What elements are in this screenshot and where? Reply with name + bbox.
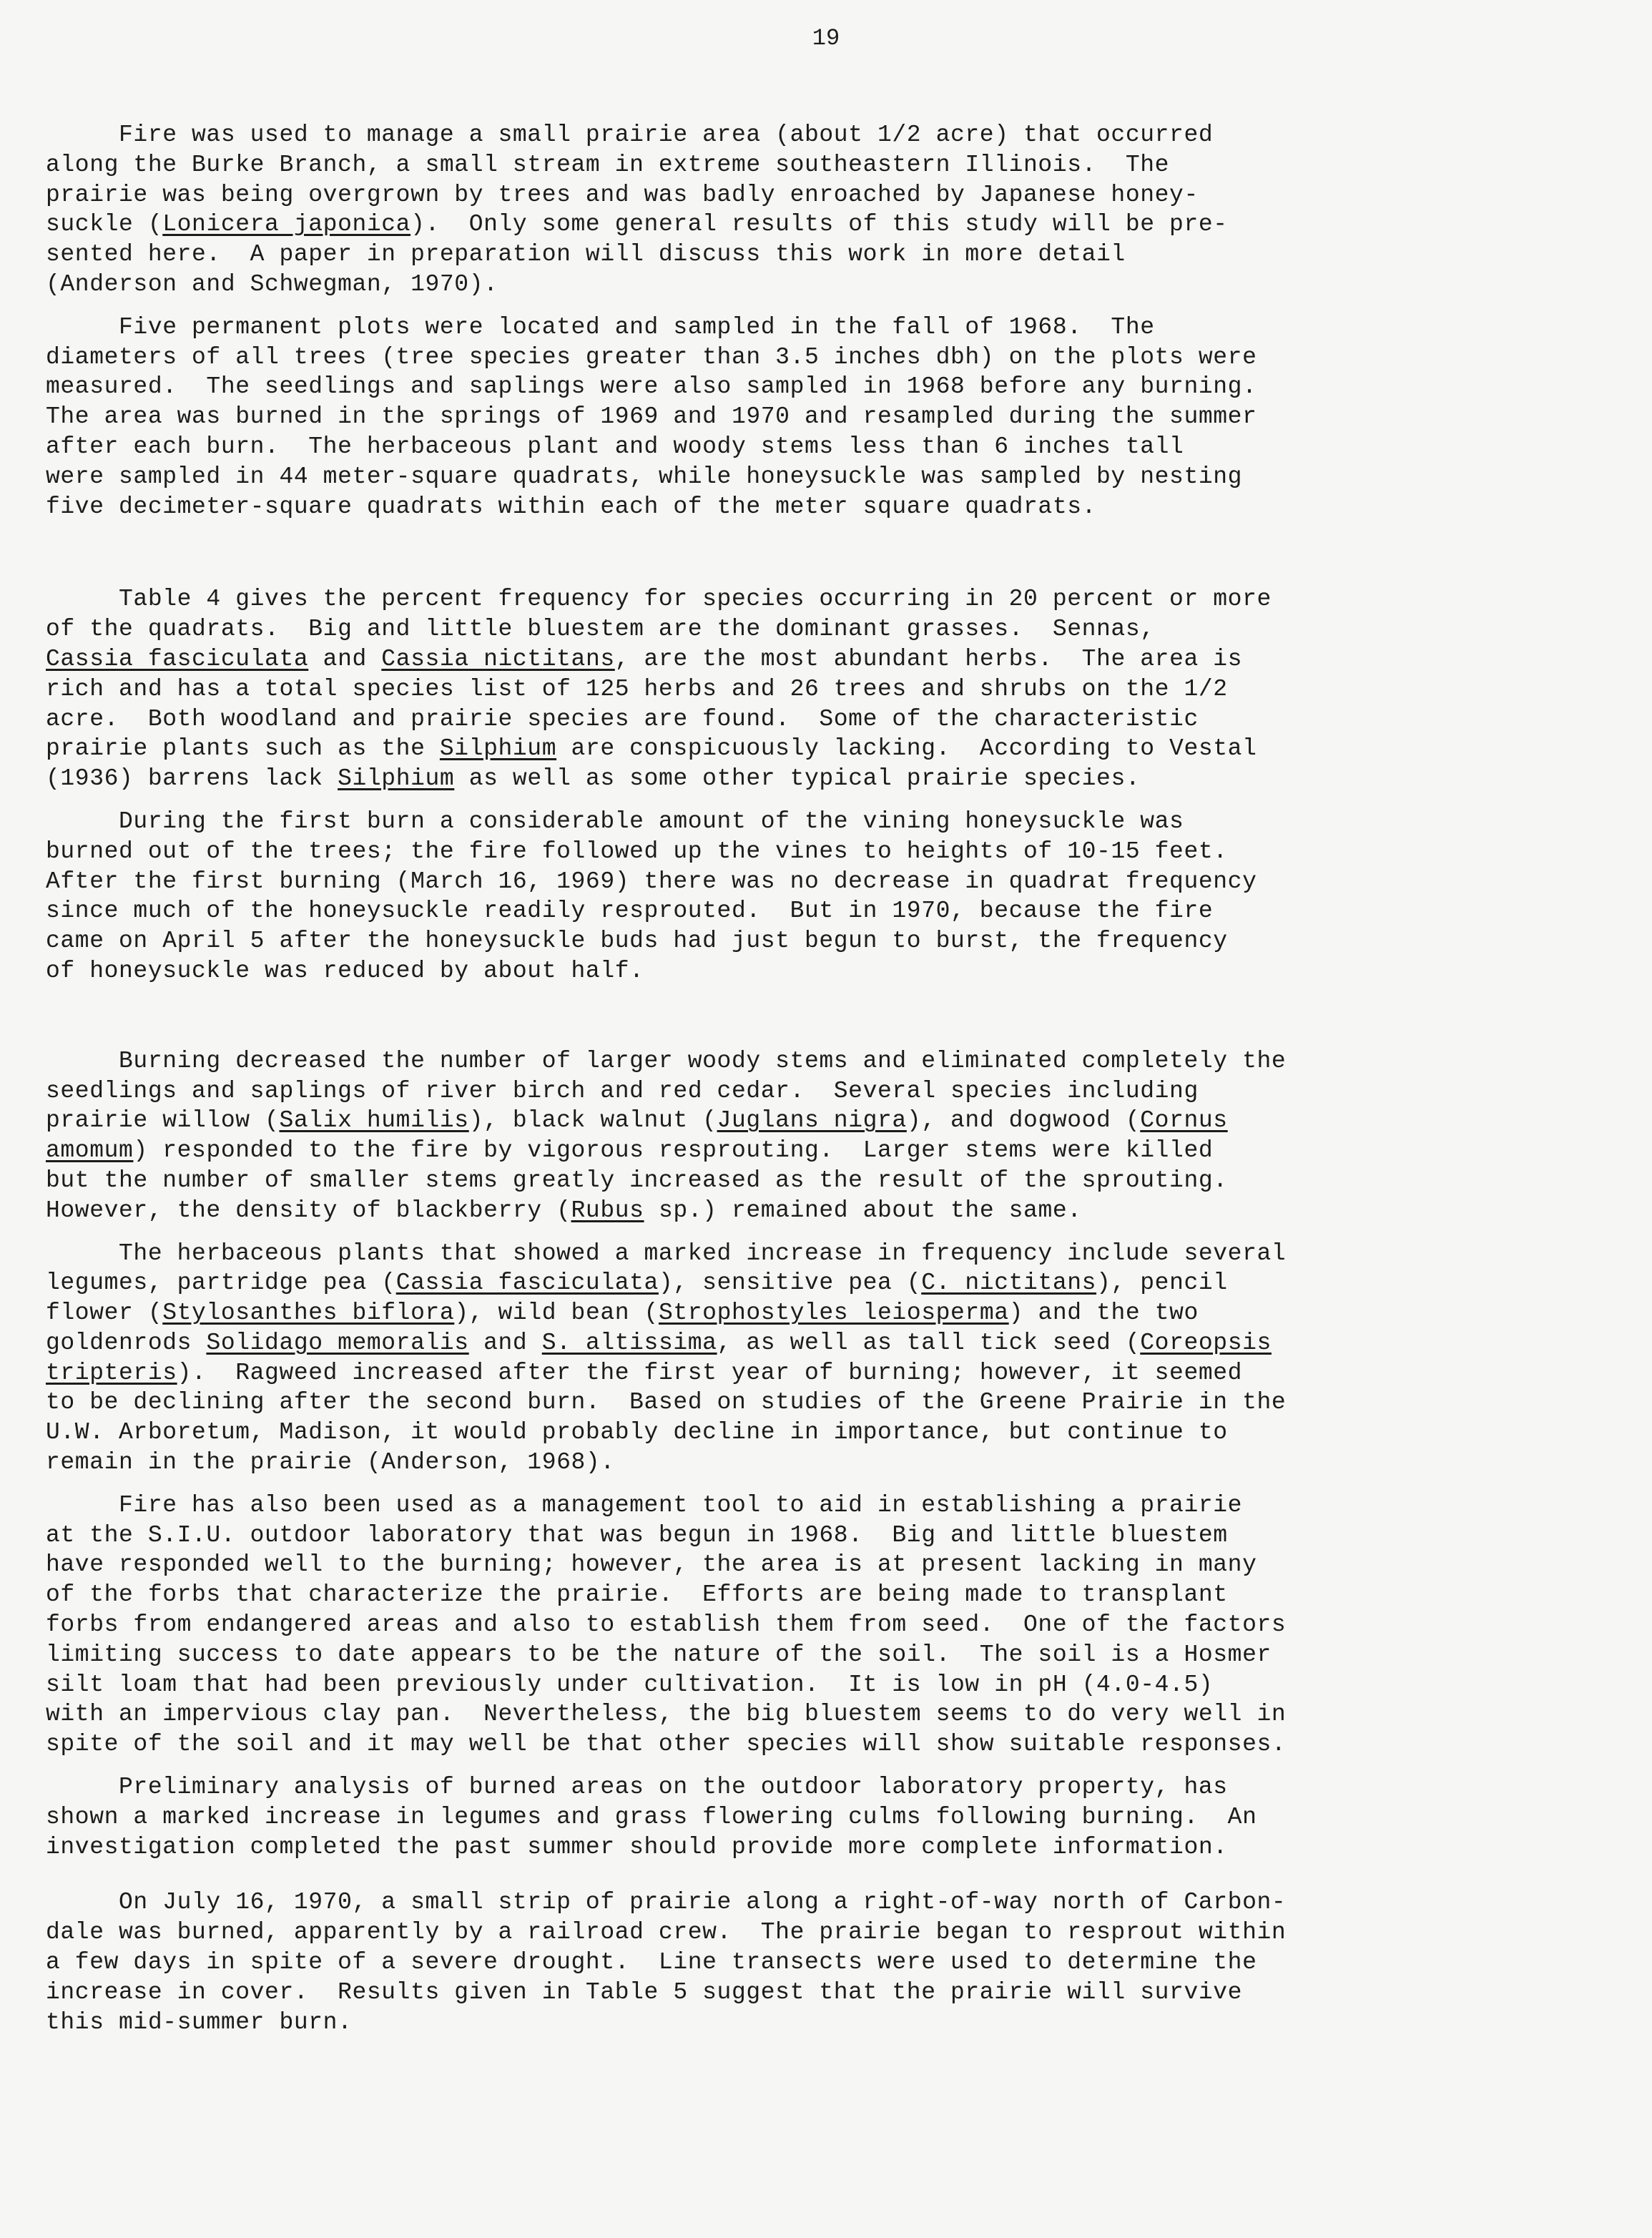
text-segment: , are the most abundant herbs. The area is xyxy=(614,645,1243,672)
text-line xyxy=(46,586,1272,612)
text-segment: remain in the prairie (Anderson, 1968). xyxy=(46,1449,615,1476)
text-segment: came on April 5 after the honeysuckle buds had just begun to burst, the frequency xyxy=(46,928,1228,955)
text-segment: The area was burned in the springs of 1969 and 1970 and resampled during the summer xyxy=(46,403,1257,431)
text-segment: seedlings and saplings of river birch and red cedar. Several species including xyxy=(46,1077,1199,1104)
text-segment: prairie willow ( xyxy=(46,1107,280,1134)
text-segment: sp.) remained about the same. xyxy=(644,1197,1082,1224)
text-segment: ). Only some general results of this study will be pre- xyxy=(410,211,1228,238)
text-line xyxy=(46,122,1213,148)
species-name: Cornus xyxy=(1140,1107,1228,1134)
text-segment: Fire has also been used as a management tool to aid in establishing a prairie xyxy=(46,1491,1243,1518)
text-segment: ), pencil xyxy=(1096,1270,1228,1297)
text-segment: sented here. A paper in preparation will discuss this work in more detail xyxy=(46,241,1126,268)
text-segment: since much of the honeysuckle readily resprouted. But in 1970, because the fire xyxy=(46,898,1214,925)
text-segment: goldenrods xyxy=(46,1329,207,1356)
species-name: Cassia fasciculata xyxy=(395,1270,659,1297)
text-segment: Table 4 gives the percent frequency for species occurring in 20 percent or more xyxy=(46,586,1272,613)
text-segment: as well as some other typical prairie species. xyxy=(454,765,1141,792)
species-name: C. nictitans xyxy=(921,1270,1097,1297)
text-segment: burned out of the trees; the fire followed up the vines to heights of 10-15 feet. xyxy=(46,838,1228,865)
species-name: tripteris xyxy=(46,1359,177,1386)
text-line xyxy=(46,2009,352,2036)
text-line xyxy=(46,463,1242,490)
text-segment: However, the density of blackberry ( xyxy=(46,1197,571,1224)
text-segment: of the quadrats. Big and little bluestem are the dominant grasses. Sennas, xyxy=(46,616,1155,643)
text-line xyxy=(46,1449,615,1476)
text-line xyxy=(46,928,1228,954)
text-segment: ). Ragweed increased after the first year of burning; however, it seemed xyxy=(177,1359,1243,1386)
paragraph xyxy=(46,1239,1583,1478)
species-name: Rubus xyxy=(571,1197,644,1224)
text-line xyxy=(46,1731,1286,1757)
text-segment: prairie was being overgrown by trees and was badly enroached by Japanese honey- xyxy=(46,181,1199,208)
paragraph xyxy=(46,807,1583,986)
text-segment: ), sensitive pea ( xyxy=(658,1270,922,1297)
text-line xyxy=(46,1979,1242,2006)
text-segment: Burning decreased the number of larger woody stems and eliminated completely the xyxy=(46,1047,1287,1074)
species-name: Juglans nigra xyxy=(717,1107,907,1134)
text-segment: (1936) barrens lack xyxy=(46,765,338,792)
paragraph xyxy=(46,120,1583,300)
text-segment: legumes, partridge pea ( xyxy=(46,1270,396,1297)
text-line xyxy=(46,1611,1286,1638)
text-segment: ), and dogwood ( xyxy=(906,1107,1141,1134)
paragraph xyxy=(46,1772,1583,1862)
text-segment: investigation completed the past summer should provide more complete information. xyxy=(46,1833,1228,1860)
text-line xyxy=(46,1107,1228,1134)
text-line xyxy=(46,958,644,984)
text-segment: During the first burn a considerable amount of the vining honeysuckle was xyxy=(46,808,1184,835)
paragraph xyxy=(46,313,1583,522)
paragraph xyxy=(46,1888,1583,2037)
text-line xyxy=(46,1804,1257,1830)
text-line xyxy=(46,765,1140,792)
text-segment: dale was burned, apparently by a railroad crew. The prairie began to resprout within xyxy=(46,1919,1287,1946)
text-segment: Fire was used to manage a small prairie area (about 1/2 acre) that occurred xyxy=(46,122,1214,148)
text-line xyxy=(46,646,1242,672)
text-segment: rich and has a total species list of 125 herbs and 26 trees and shrubs on the 1/2 xyxy=(46,675,1228,702)
text-line xyxy=(46,898,1213,924)
text-line xyxy=(46,1078,1199,1104)
text-line xyxy=(46,1551,1257,1578)
species-name: Salix humilis xyxy=(279,1107,469,1134)
text-line xyxy=(46,1167,1228,1194)
text-segment: shown a marked increase in legumes and grass flowering culms following burning. An xyxy=(46,1803,1257,1830)
text-segment: diameters of all trees (tree species greater than 3.5 inches dbh) on the plots were xyxy=(46,343,1257,370)
text-segment: of honeysuckle was reduced by about half. xyxy=(46,957,644,984)
text-line xyxy=(46,433,1184,460)
text-line xyxy=(46,1197,1082,1224)
text-line xyxy=(46,271,498,298)
species-name: Coreopsis xyxy=(1140,1329,1272,1356)
text-segment: forbs from endangered areas and also to establish them from seed. One of the factors xyxy=(46,1611,1287,1639)
text-segment: ) responded to the fire by vigorous resprouting. Larger stems were killed xyxy=(133,1137,1214,1164)
document-body xyxy=(46,120,1583,2037)
text-line xyxy=(46,373,1257,400)
text-segment: ), wild bean ( xyxy=(454,1300,659,1327)
species-name: Stylosanthes biflora xyxy=(162,1300,455,1327)
text-segment: silt loam that had been previously under cultivation. It is low in pH (4.0-4.5) xyxy=(46,1671,1214,1698)
species-name: Silphium xyxy=(338,765,455,792)
text-line xyxy=(46,1270,1228,1296)
text-segment: Five permanent plots were located and sampled in the fall of 1968. The xyxy=(46,313,1155,340)
text-line xyxy=(46,1672,1213,1698)
text-line xyxy=(46,314,1155,340)
species-name: Silphium xyxy=(439,735,557,762)
text-line xyxy=(46,1949,1257,1976)
text-segment: acre. Both woodland and prairie species are found. Some of the characteristic xyxy=(46,705,1199,732)
text-segment: along the Burke Branch, a small stream in extreme southeastern Illinois. The xyxy=(46,151,1170,178)
text-line xyxy=(46,1492,1242,1518)
text-segment: are conspicuously lacking. According to Vestal xyxy=(556,735,1257,762)
text-segment: suckle ( xyxy=(46,211,163,238)
text-segment: measured. The seedlings and saplings were also sampled in 1968 before any burning. xyxy=(46,373,1257,401)
text-line xyxy=(46,182,1199,208)
text-line xyxy=(46,808,1184,835)
text-line xyxy=(46,706,1199,732)
text-segment: After the first burning (March 16, 1969) there was no decrease in quadrat frequency xyxy=(46,868,1257,895)
text-segment: to be declining after the second burn. Based on studies of the Greene Prairie in the xyxy=(46,1389,1287,1416)
text-line xyxy=(46,1701,1286,1727)
text-line xyxy=(46,616,1155,642)
text-segment: increase in cover. Results given in Table 5 suggest that the prairie will survive xyxy=(46,1978,1243,2006)
species-name: Solidago memoralis xyxy=(206,1329,469,1356)
text-line xyxy=(46,1330,1272,1356)
text-segment: limiting success to date appears to be the nature of the soil. The soil is a Hosmer xyxy=(46,1641,1272,1668)
species-name: Lonicera japonica xyxy=(162,211,411,238)
text-line xyxy=(46,211,1228,237)
paragraph xyxy=(46,1491,1583,1760)
text-segment: (Anderson and Schwegman, 1970). xyxy=(46,270,498,298)
text-line xyxy=(46,735,1257,762)
text-segment: of the forbs that characterize the prairie. Efforts are being made to transplant xyxy=(46,1581,1228,1609)
text-line xyxy=(46,403,1257,430)
text-line xyxy=(46,344,1257,370)
text-segment: have responded well to the burning; however, the area is at present lacking in many xyxy=(46,1551,1257,1579)
text-line xyxy=(46,1048,1286,1074)
text-segment: were sampled in 44 meter-square quadrats, while honeysuckle was sampled by nesting xyxy=(46,463,1243,490)
page-number: 19 xyxy=(812,25,840,51)
text-line xyxy=(46,1137,1213,1164)
text-segment: U.W. Arboretum, Madison, it would probably decline in importance, but continue to xyxy=(46,1419,1228,1446)
text-line xyxy=(46,1240,1286,1267)
paragraph xyxy=(46,1046,1583,1226)
text-line xyxy=(46,1389,1286,1415)
text-line xyxy=(46,868,1257,895)
text-segment: The herbaceous plants that showed a marked increase in frequency include several xyxy=(46,1240,1287,1267)
text-line xyxy=(46,676,1228,702)
text-line xyxy=(46,838,1228,865)
text-line xyxy=(46,1581,1228,1608)
text-segment: Preliminary analysis of burned areas on the outdoor laboratory property, has xyxy=(46,1774,1228,1801)
text-segment: five decimeter-square quadrats within each of the meter square quadrats. xyxy=(46,493,1097,520)
text-segment: but the number of smaller stems greatly increased as the result of the sprouting. xyxy=(46,1167,1228,1194)
text-line xyxy=(46,1522,1228,1549)
text-line xyxy=(46,494,1096,520)
text-line xyxy=(46,152,1169,178)
text-segment: with an impervious clay pan. Nevertheless, the big bluestem seems to do very well in xyxy=(46,1701,1287,1728)
species-name: Cassia fasciculata xyxy=(46,645,309,672)
text-segment: ) and the two xyxy=(1008,1300,1199,1327)
species-name: amomum xyxy=(46,1137,134,1164)
text-segment: and xyxy=(468,1329,542,1356)
text-segment: prairie plants such as the xyxy=(46,735,440,762)
text-segment: after each burn. The herbaceous plant and woody stems less than 6 inches tall xyxy=(46,433,1184,460)
text-line xyxy=(46,1889,1286,1915)
text-line xyxy=(46,1360,1242,1386)
text-segment: spite of the soil and it may well be that other species will show suitable responses. xyxy=(46,1731,1287,1758)
text-segment: at the S.I.U. outdoor laboratory that was begun in 1968. Big and little bluestem xyxy=(46,1521,1228,1549)
text-line xyxy=(46,1641,1272,1668)
text-line xyxy=(46,1774,1228,1800)
text-line xyxy=(46,1300,1199,1326)
text-segment: this mid-summer burn. xyxy=(46,2008,353,2036)
species-name: Strophostyles leiosperma xyxy=(658,1300,1009,1327)
paragraph xyxy=(46,584,1583,794)
species-name: S. altissima xyxy=(541,1329,717,1356)
text-line xyxy=(46,241,1126,268)
text-line xyxy=(46,1834,1228,1860)
text-line xyxy=(46,1419,1228,1446)
text-segment: flower ( xyxy=(46,1300,163,1327)
text-segment: ), black walnut ( xyxy=(468,1107,717,1134)
text-segment: , as well as tall tick seed ( xyxy=(717,1329,1141,1356)
text-segment: On July 16, 1970, a small strip of prairie along a right-of-way north of Carbon- xyxy=(46,1889,1287,1916)
text-segment: a few days in spite of a severe drought. Line transects were used to determine the xyxy=(46,1949,1257,1976)
text-segment: and xyxy=(308,645,382,672)
species-name: Cassia nictitans xyxy=(381,645,615,672)
text-line xyxy=(46,1919,1286,1945)
